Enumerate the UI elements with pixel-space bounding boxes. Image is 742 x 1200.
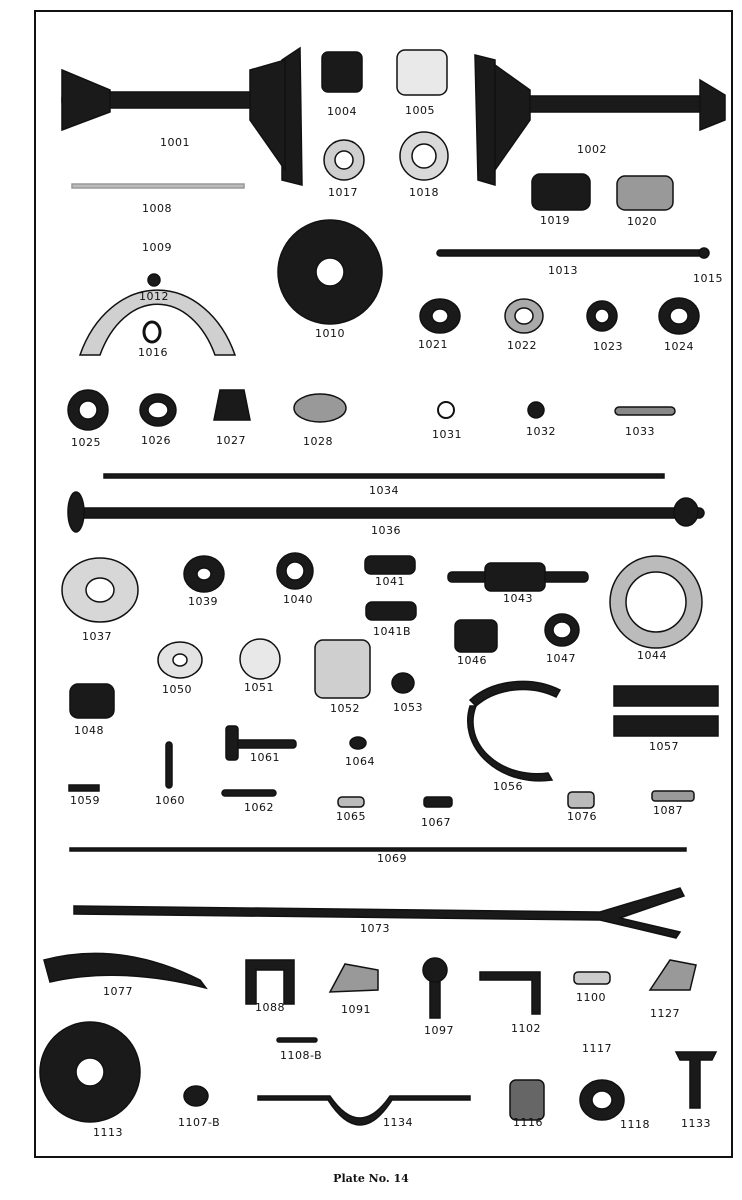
label-1100: 1100	[576, 991, 606, 1004]
label-1034: 1034	[369, 484, 399, 497]
part-1088-shackle-illustration	[246, 960, 294, 1004]
part-1005-gasket-illustration	[397, 50, 447, 95]
label-1002: 1002	[577, 143, 607, 156]
label-1010: 1010	[315, 327, 345, 340]
part-1036-axle-illustration	[74, 508, 704, 518]
part-1052-plate-illustration	[315, 640, 370, 698]
part-1116-cup-illustration	[510, 1080, 544, 1120]
label-1067: 1067	[421, 816, 451, 829]
part-1062-link-illustration	[222, 790, 276, 796]
part-1056-brake-band-illustration	[470, 681, 560, 706]
part-1041-roller-illustration	[365, 556, 415, 574]
label-1043: 1043	[503, 592, 533, 605]
label-1060: 1060	[155, 794, 185, 807]
part-1027-gear-illustration	[214, 390, 250, 420]
label-1020: 1020	[627, 215, 657, 228]
part-1013-rod-illustration	[437, 250, 707, 256]
part-1032-pinion-illustration	[528, 402, 544, 418]
label-1116: 1116	[513, 1116, 543, 1129]
part-1065-pin-illustration	[338, 797, 364, 807]
part-1008-strip-illustration	[72, 184, 244, 188]
part-1097-stud-illustration	[430, 980, 440, 1018]
label-1053: 1053	[393, 701, 423, 714]
part-1134-rod-illustration	[258, 1096, 470, 1125]
label-1133: 1133	[681, 1117, 711, 1130]
label-1039: 1039	[188, 595, 218, 608]
label-1052: 1052	[330, 702, 360, 715]
label-1041: 1041	[375, 575, 405, 588]
part-1041b-roller-illustration	[366, 602, 416, 620]
part-1108b-pin-illustration	[277, 1038, 317, 1042]
label-1033: 1033	[625, 425, 655, 438]
label-1069: 1069	[377, 852, 407, 865]
part-1051-bearing-illustration	[240, 639, 280, 679]
part-1102-arm-illustration	[480, 972, 540, 1014]
part-1012-nut-illustration	[148, 274, 160, 286]
label-1107b: 1107-B	[178, 1116, 221, 1129]
part-1033-pin-illustration	[615, 407, 675, 415]
part-1069-rod-illustration	[70, 848, 686, 851]
label-1009: 1009	[142, 241, 172, 254]
label-1026: 1026	[141, 434, 171, 447]
label-1117: 1117	[582, 1042, 612, 1055]
label-1022: 1022	[507, 339, 537, 352]
label-1062: 1062	[244, 801, 274, 814]
part-1064-nut-illustration	[350, 737, 366, 749]
label-1127: 1127	[650, 1007, 680, 1020]
part-1002-axle-housing-illustration	[475, 55, 725, 185]
label-1008: 1008	[142, 202, 172, 215]
part-1016-washer-illustration	[144, 322, 160, 342]
label-1097: 1097	[424, 1024, 454, 1037]
label-1004: 1004	[327, 105, 357, 118]
part-1091-bracket-illustration	[330, 964, 378, 992]
label-1037: 1037	[82, 630, 112, 643]
label-1051: 1051	[244, 681, 274, 694]
part-1076-bushing-illustration	[568, 792, 594, 808]
label-1065: 1065	[336, 810, 366, 823]
part-1077-spring-illustration	[44, 953, 206, 988]
part-1046-roller-illustration	[455, 620, 497, 652]
label-1091: 1091	[341, 1003, 371, 1016]
part-1048-bushing-illustration	[70, 684, 114, 718]
plate-caption: Plate No. 14	[333, 1172, 409, 1185]
label-1019: 1019	[540, 214, 570, 227]
label-1047: 1047	[546, 652, 576, 665]
part-1127-bracket-illustration	[650, 960, 696, 990]
label-1015: 1015	[693, 272, 723, 285]
label-1024: 1024	[664, 340, 694, 353]
label-1118: 1118	[620, 1118, 650, 1131]
label-1076: 1076	[567, 810, 597, 823]
label-1113: 1113	[93, 1126, 123, 1139]
part-1004-cover-illustration	[322, 52, 362, 92]
label-1056: 1056	[493, 780, 523, 793]
label-1087: 1087	[653, 804, 683, 817]
label-1027: 1027	[216, 434, 246, 447]
label-1032: 1032	[526, 425, 556, 438]
part-1060-bolt-illustration	[166, 742, 172, 788]
label-1064: 1064	[345, 755, 375, 768]
part-1059-spring-illustration	[69, 785, 99, 791]
part-1087-pin-illustration	[652, 791, 694, 801]
label-1028: 1028	[303, 435, 333, 448]
label-1005: 1005	[405, 104, 435, 117]
label-1021: 1021	[418, 338, 448, 351]
label-1018: 1018	[409, 186, 439, 199]
label-1023: 1023	[593, 340, 623, 353]
label-1041b: 1041B	[373, 625, 412, 638]
label-1108b: 1108-B	[280, 1049, 323, 1062]
label-1017: 1017	[328, 186, 358, 199]
label-1057: 1057	[649, 740, 679, 753]
part-1028-gear-illustration	[294, 394, 346, 422]
label-1016: 1016	[138, 346, 168, 359]
label-1036: 1036	[371, 524, 401, 537]
label-1025: 1025	[71, 436, 101, 449]
label-1088: 1088	[255, 1001, 285, 1014]
part-1067-spring-illustration	[424, 797, 452, 807]
label-1048: 1048	[74, 724, 104, 737]
label-1050: 1050	[162, 683, 192, 696]
part-1034-shaft-illustration	[104, 474, 664, 478]
label-1061: 1061	[250, 751, 280, 764]
part-1031-ring-illustration	[438, 402, 454, 418]
label-1040: 1040	[283, 593, 313, 606]
label-1013: 1013	[548, 264, 578, 277]
part-1107b-nut-illustration	[184, 1086, 208, 1106]
label-1031: 1031	[432, 428, 462, 441]
part-1001-axle-housing-illustration	[62, 48, 302, 185]
label-1059: 1059	[70, 794, 100, 807]
label-1001: 1001	[160, 136, 190, 149]
part-1015-ball-illustration	[699, 248, 709, 258]
label-1012: 1012	[139, 290, 169, 303]
part-1053-washer-illustration	[392, 673, 414, 693]
label-1046: 1046	[457, 654, 487, 667]
label-1044: 1044	[637, 649, 667, 662]
part-1057-lining-illustration	[614, 686, 718, 706]
label-1077: 1077	[103, 985, 133, 998]
part-1100-pin-illustration	[574, 972, 610, 984]
part-1133-lever-illustration	[676, 1052, 716, 1108]
part-1019-roller-illustration	[532, 174, 590, 210]
label-1073: 1073	[360, 922, 390, 935]
part-1020-sleeve-illustration	[617, 176, 673, 210]
label-1134: 1134	[383, 1116, 413, 1129]
label-1102: 1102	[511, 1022, 541, 1035]
